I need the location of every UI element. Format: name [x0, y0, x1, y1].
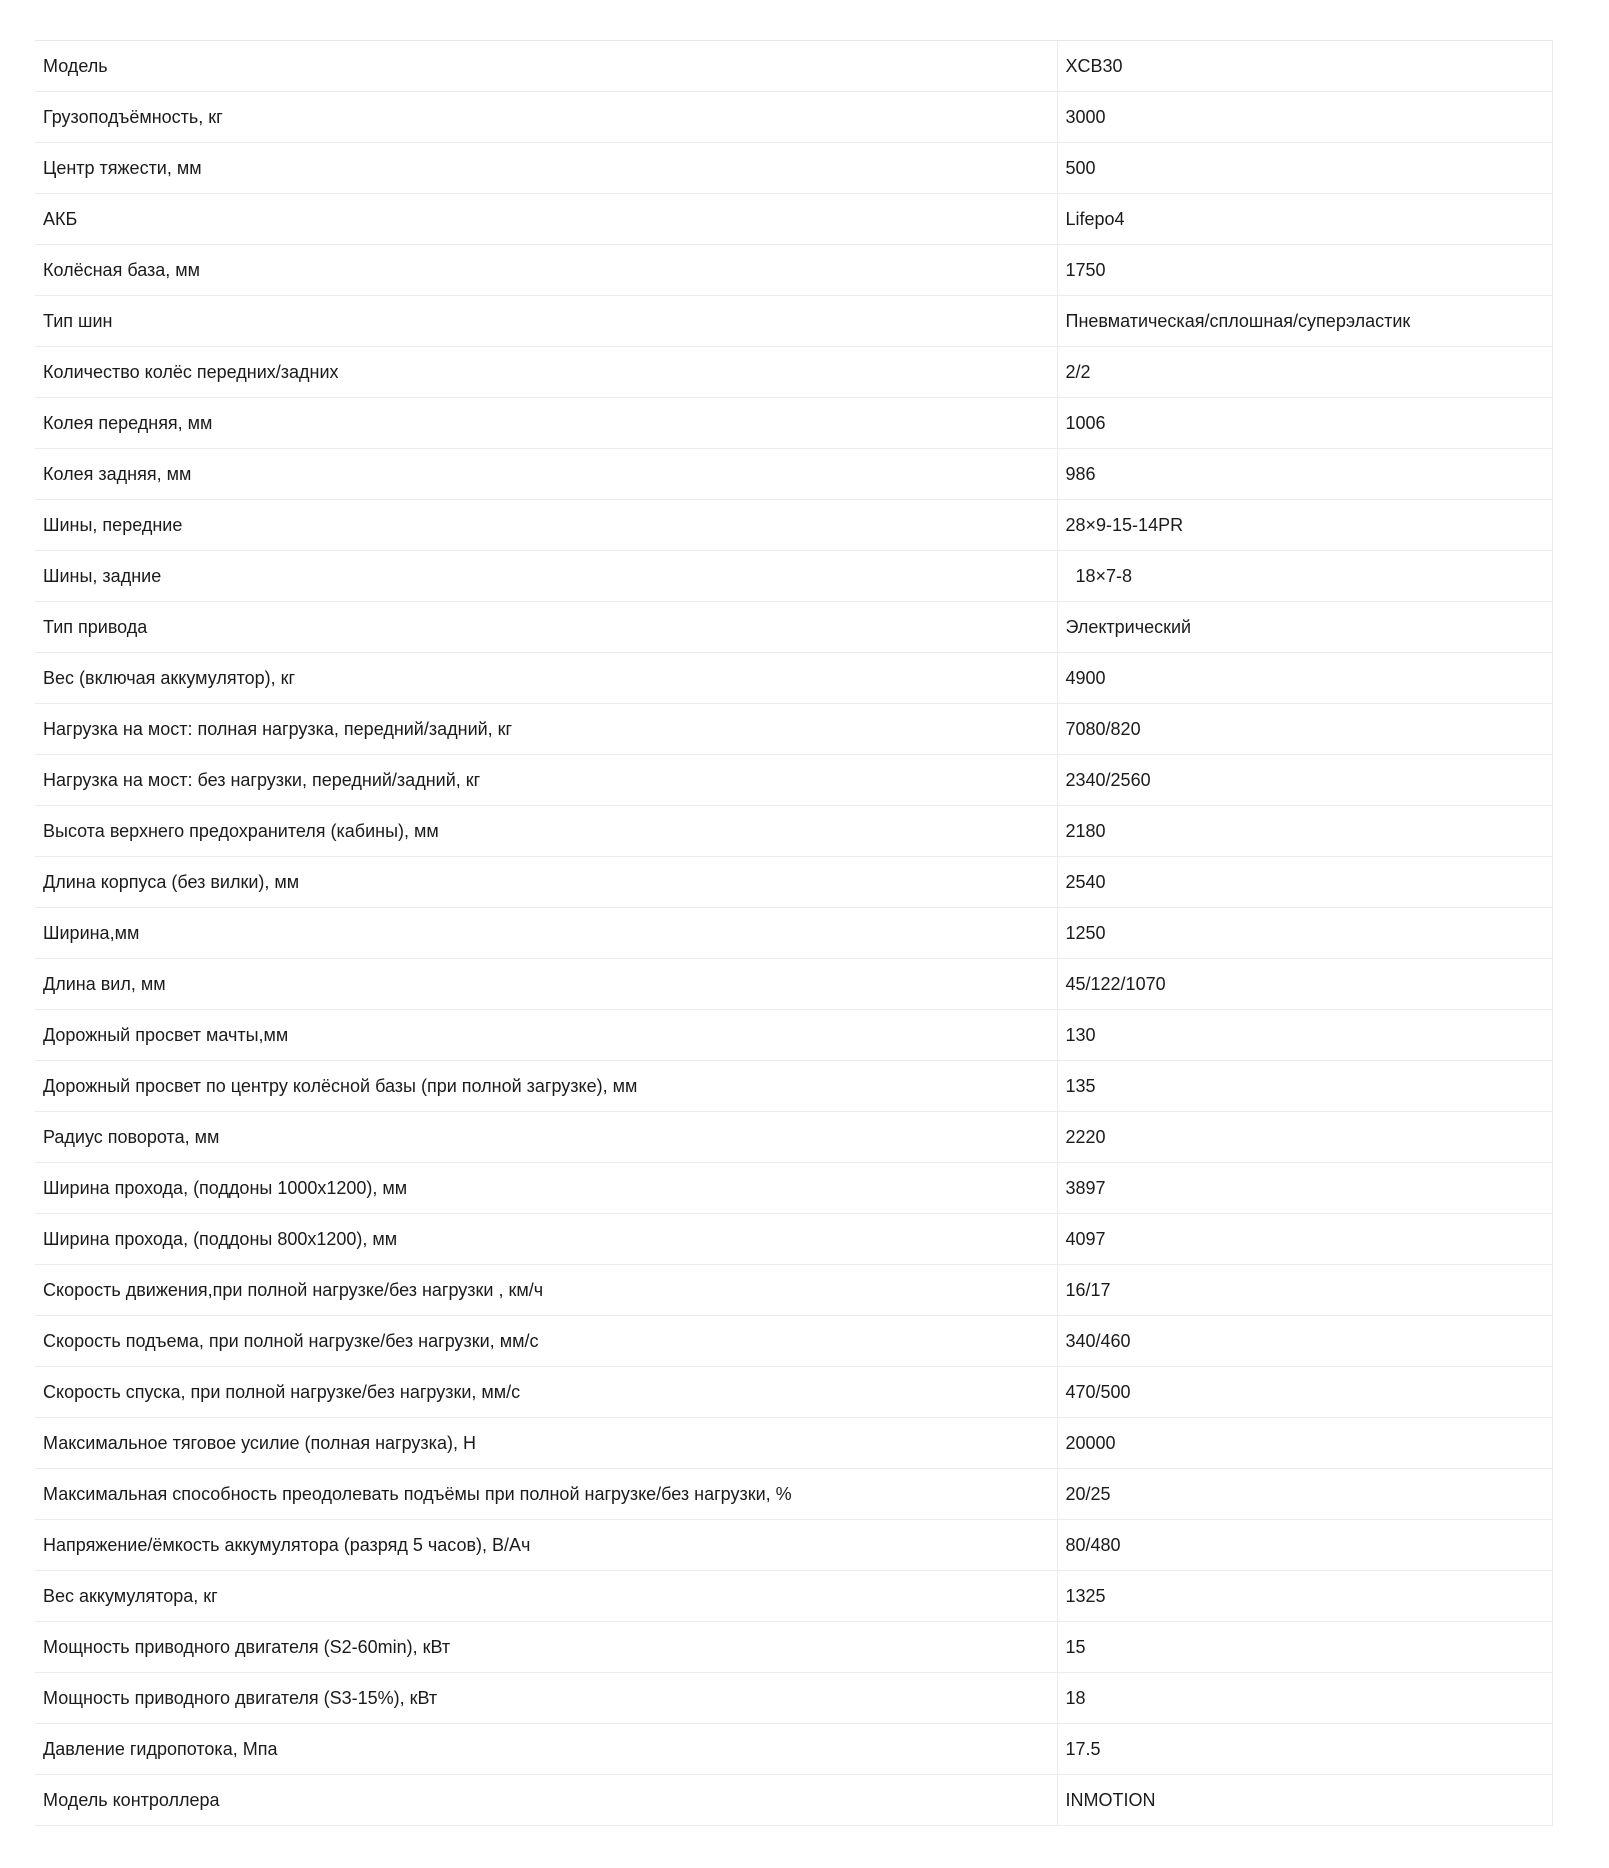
spec-value: 45/122/1070 — [1057, 959, 1552, 1010]
spec-label: Ширина прохода, (поддоны 800х1200), мм — [35, 1214, 1057, 1265]
spec-label: Колея задняя, мм — [35, 449, 1057, 500]
spec-value: 986 — [1057, 449, 1552, 500]
spec-label: Вес аккумулятора, кг — [35, 1571, 1057, 1622]
table-row — [35, 1571, 1552, 1622]
spec-value: 17.5 — [1057, 1724, 1552, 1775]
table-row — [35, 41, 1552, 92]
spec-value: 7080/820 — [1057, 704, 1552, 755]
spec-value: 4097 — [1057, 1214, 1552, 1265]
table-row — [35, 704, 1552, 755]
spec-label: Максимальная способность преодолевать подъёмы при полной нагрузке/без нагрузки, % — [35, 1469, 1057, 1520]
table-row — [35, 755, 1552, 806]
table-row — [35, 1163, 1552, 1214]
table-row — [35, 551, 1552, 602]
table-row — [35, 602, 1552, 653]
spec-label: Шины, задние — [35, 551, 1057, 602]
spec-value: 18 — [1057, 1673, 1552, 1724]
spec-value: 470/500 — [1057, 1367, 1552, 1418]
spec-value: XCB30 — [1057, 41, 1552, 92]
table-row — [35, 908, 1552, 959]
spec-table-body — [35, 41, 1552, 1826]
spec-label: Колёсная база, мм — [35, 245, 1057, 296]
spec-label: Грузоподъёмность, кг — [35, 92, 1057, 143]
table-row — [35, 1724, 1552, 1775]
spec-label: Дорожный просвет мачты,мм — [35, 1010, 1057, 1061]
spec-value: 2540 — [1057, 857, 1552, 908]
spec-label: Длина вил, мм — [35, 959, 1057, 1010]
spec-value: 2180 — [1057, 806, 1552, 857]
spec-label: Модель контроллера — [35, 1775, 1057, 1826]
spec-value: 4900 — [1057, 653, 1552, 704]
spec-value: INMOTION — [1057, 1775, 1552, 1826]
table-row — [35, 1265, 1552, 1316]
spec-value: 1006 — [1057, 398, 1552, 449]
spec-value: 340/460 — [1057, 1316, 1552, 1367]
table-row — [35, 398, 1552, 449]
spec-label: Мощность приводного двигателя (S3-15%), кВт — [35, 1673, 1057, 1724]
table-row — [35, 1214, 1552, 1265]
spec-label: Нагрузка на мост: без нагрузки, передний/задний, кг — [35, 755, 1057, 806]
spec-label: Ширина,мм — [35, 908, 1057, 959]
spec-table-container — [35, 40, 1552, 1826]
spec-value: 20000 — [1057, 1418, 1552, 1469]
spec-label: Тип шин — [35, 296, 1057, 347]
spec-label: Длина корпуса (без вилки), мм — [35, 857, 1057, 908]
spec-label: Вес (включая аккумулятор), кг — [35, 653, 1057, 704]
spec-label: Максимальное тяговое усилие (полная нагрузка), Н — [35, 1418, 1057, 1469]
spec-value: 2340/2560 — [1057, 755, 1552, 806]
spec-label: Модель — [35, 41, 1057, 92]
spec-value: 1250 — [1057, 908, 1552, 959]
spec-value: 16/17 — [1057, 1265, 1552, 1316]
spec-label: Давление гидропотока, Мпа — [35, 1724, 1057, 1775]
table-row — [35, 296, 1552, 347]
spec-label: Радиус поворота, мм — [35, 1112, 1057, 1163]
spec-value: Пневматическая/сплошная/суперэластик — [1057, 296, 1552, 347]
table-row — [35, 1367, 1552, 1418]
spec-label: Шины, передние — [35, 500, 1057, 551]
spec-value: 15 — [1057, 1622, 1552, 1673]
table-row — [35, 1469, 1552, 1520]
spec-label: Скорость подъема, при полной нагрузке/без нагрузки, мм/с — [35, 1316, 1057, 1367]
spec-label: Колея передняя, мм — [35, 398, 1057, 449]
spec-value: 28×9-15-14PR — [1057, 500, 1552, 551]
spec-value: 20/25 — [1057, 1469, 1552, 1520]
spec-value: 135 — [1057, 1061, 1552, 1112]
spec-label: Дорожный просвет по центру колёсной базы (при полной загрузке), мм — [35, 1061, 1057, 1112]
spec-label: Скорость спуска, при полной нагрузке/без нагрузки, мм/с — [35, 1367, 1057, 1418]
spec-value: 3897 — [1057, 1163, 1552, 1214]
spec-label: АКБ — [35, 194, 1057, 245]
spec-label: Напряжение/ёмкость аккумулятора (разряд 5 часов), В/Ач — [35, 1520, 1057, 1571]
spec-label: Тип привода — [35, 602, 1057, 653]
spec-label: Ширина прохода, (поддоны 1000х1200), мм — [35, 1163, 1057, 1214]
spec-value: 3000 — [1057, 92, 1552, 143]
table-row — [35, 653, 1552, 704]
table-row — [35, 1622, 1552, 1673]
spec-label: Центр тяжести, мм — [35, 143, 1057, 194]
spec-value: Электрический — [1057, 602, 1552, 653]
table-row — [35, 1316, 1552, 1367]
table-row — [35, 1010, 1552, 1061]
spec-table — [35, 40, 1553, 1826]
spec-value: 130 — [1057, 1010, 1552, 1061]
table-row — [35, 449, 1552, 500]
spec-value: 2/2 — [1057, 347, 1552, 398]
spec-label: Скорость движения,при полной нагрузке/без нагрузки , км/ч — [35, 1265, 1057, 1316]
spec-value: 80/480 — [1057, 1520, 1552, 1571]
table-row — [35, 1520, 1552, 1571]
spec-value: 2220 — [1057, 1112, 1552, 1163]
spec-label: Мощность приводного двигателя (S2-60min), кВт — [35, 1622, 1057, 1673]
table-row — [35, 143, 1552, 194]
table-row — [35, 347, 1552, 398]
table-row — [35, 92, 1552, 143]
table-row — [35, 1061, 1552, 1112]
spec-label: Нагрузка на мост: полная нагрузка, передний/задний, кг — [35, 704, 1057, 755]
spec-value: 1325 — [1057, 1571, 1552, 1622]
spec-value: 18×7-8 — [1057, 551, 1552, 602]
table-row — [35, 500, 1552, 551]
table-row — [35, 194, 1552, 245]
spec-label: Высота верхнего предохранителя (кабины), мм — [35, 806, 1057, 857]
table-row — [35, 1775, 1552, 1826]
spec-value: 500 — [1057, 143, 1552, 194]
table-row — [35, 1418, 1552, 1469]
table-row — [35, 806, 1552, 857]
table-row — [35, 1673, 1552, 1724]
spec-value: 1750 — [1057, 245, 1552, 296]
table-row — [35, 857, 1552, 908]
table-row — [35, 245, 1552, 296]
spec-label: Количество колёс передних/задних — [35, 347, 1057, 398]
spec-value: Lifepo4 — [1057, 194, 1552, 245]
table-row — [35, 959, 1552, 1010]
table-row — [35, 1112, 1552, 1163]
